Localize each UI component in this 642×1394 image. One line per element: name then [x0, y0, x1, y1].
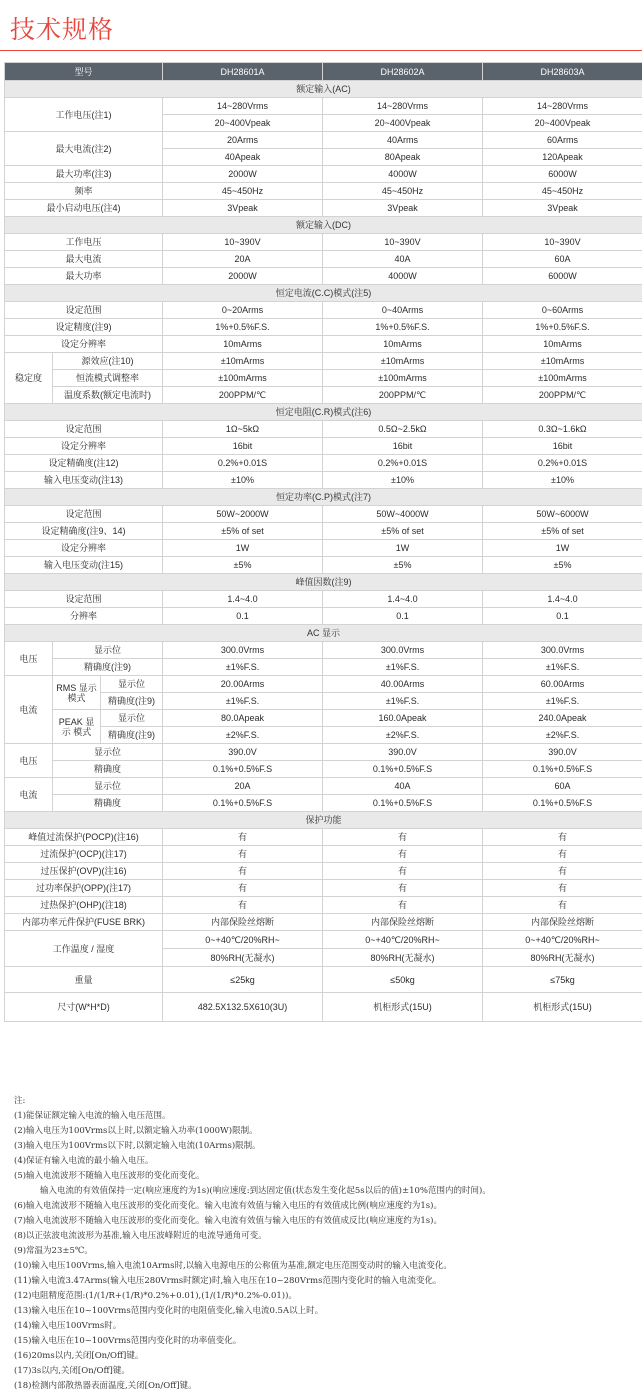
cell: 0.2%+0.01S: [483, 455, 642, 472]
table-row: [5, 540, 642, 557]
cell: 有: [323, 846, 483, 863]
table-row: [5, 472, 642, 489]
table-row: [5, 863, 642, 880]
table-row: [5, 183, 642, 200]
row-label: 设定精确度(注9、14): [5, 523, 163, 540]
header-model-1: DH28601A: [163, 63, 323, 81]
cell: 50W~6000W: [483, 506, 642, 523]
cell: 200PPM/℃: [163, 387, 323, 404]
table-row: [5, 710, 642, 727]
cell: 20~400Vpeak: [163, 115, 323, 132]
table-row: [5, 778, 642, 795]
cell: 20~400Vpeak: [323, 115, 483, 132]
cell: ±2%F.S.: [323, 727, 483, 744]
cell: 482.5X132.5X610(3U): [163, 993, 323, 1022]
cell: 60.00Arms: [483, 676, 642, 693]
cell: 45~450Hz: [483, 183, 642, 200]
row-label: 分辨率: [5, 608, 163, 625]
cell: 机柜形式(15U): [483, 993, 642, 1022]
notes-section: [14, 1094, 634, 1394]
table-row: [5, 523, 642, 540]
note-item: (14)输入电压100Vrms时。: [14, 1321, 122, 1331]
row-label: 最大电流: [5, 251, 163, 268]
group-label: 电流: [5, 778, 53, 812]
cell: ≤50kg: [323, 967, 483, 993]
section-ac-input: 额定输入(AC): [5, 81, 642, 98]
section-row: [5, 404, 642, 421]
section-cp-mode: 恒定功率(C.P)模式(注7): [5, 489, 642, 506]
note-item: (13)输入电压在10~100Vrms范围内变化时的电阻值变化,输入电流0.5A以上时。: [14, 1306, 324, 1316]
cell: 0.1: [483, 608, 642, 625]
cell: 有: [163, 846, 323, 863]
table-row: [5, 993, 642, 1022]
cell: 390.0V: [323, 744, 483, 761]
cell: 1W: [163, 540, 323, 557]
cell: 内部保险丝熔断: [483, 914, 642, 931]
cell: 200PPM/℃: [323, 387, 483, 404]
cell: 10mArms: [323, 336, 483, 353]
table-row: [5, 370, 642, 387]
cell: 16bit: [163, 438, 323, 455]
cell: 有: [323, 863, 483, 880]
cell: ±2%F.S.: [163, 727, 323, 744]
table-header-row: [5, 63, 642, 81]
cell: 0~+40℃/20%RH~: [323, 931, 483, 949]
cell: 60A: [483, 778, 642, 795]
cell: ±10mArms: [323, 353, 483, 370]
table-row: [5, 438, 642, 455]
cell: ±100mArms: [163, 370, 323, 387]
note-item: (7)输入电流波形不随输入电压波形的变化而变化。输入电流有效值与输入电压的有效值成反比(响应速度约为1s)。: [14, 1216, 442, 1226]
cell: 有: [163, 829, 323, 846]
row-label: 过热保护(OHP)(注18): [5, 897, 163, 914]
cell: 0.1%+0.5%F.S: [483, 761, 642, 778]
cell: ±5% of set: [483, 523, 642, 540]
cell: 0~60Arms: [483, 302, 642, 319]
cell: 机柜形式(15U): [323, 993, 483, 1022]
table-row: [5, 251, 642, 268]
cell: 3Vpeak: [483, 200, 642, 217]
row-label: 最大功率(注3): [5, 166, 163, 183]
cell: 16bit: [483, 438, 642, 455]
cell: 0.1%+0.5%F.S: [483, 795, 642, 812]
cell: ±1%F.S.: [323, 693, 483, 710]
cell: 50W~2000W: [163, 506, 323, 523]
cell: 0~40Arms: [323, 302, 483, 319]
table-row: [5, 591, 642, 608]
group-label: 稳定度: [5, 353, 53, 404]
cell: 有: [323, 829, 483, 846]
row-label: 设定范围: [5, 302, 163, 319]
row-label: 频率: [5, 183, 163, 200]
cell: 0.2%+0.01S: [323, 455, 483, 472]
cell: 1.4~4.0: [163, 591, 323, 608]
cell: 0.3Ω~1.6kΩ: [483, 421, 642, 438]
row-label: 设定范围: [5, 591, 163, 608]
cell: 3Vpeak: [163, 200, 323, 217]
cell: 20~400Vpeak: [483, 115, 642, 132]
section-row: [5, 625, 642, 642]
cell: 0.1%+0.5%F.S: [163, 761, 323, 778]
table-row: [5, 914, 642, 931]
cell: 有: [483, 846, 642, 863]
table-row: [5, 98, 642, 115]
cell: 390.0V: [163, 744, 323, 761]
cell: ≤75kg: [483, 967, 642, 993]
row-label: 显示位: [101, 710, 163, 727]
cell: ±1%F.S.: [163, 693, 323, 710]
title-divider: [0, 50, 642, 51]
note-item: (18)检测内部散热器表面温度,关闭[On/Off]键。: [14, 1381, 197, 1391]
cell: 20.00Arms: [163, 676, 323, 693]
note-item: (6)输入电流波形不随输入电压波形的变化而变化。输入电流有效值与输入电压的有效值成比例(响应速度约为1s)。: [14, 1201, 442, 1211]
cell: 390.0V: [483, 744, 642, 761]
table-row: [5, 132, 642, 149]
cell: ±1%F.S.: [483, 693, 642, 710]
cell: 有: [483, 897, 642, 914]
row-label: 设定分辨率: [5, 438, 163, 455]
notes-heading: 注:: [14, 1096, 26, 1106]
table-row: [5, 676, 642, 693]
cell: ≤25kg: [163, 967, 323, 993]
row-label: 恒流模式调整率: [53, 370, 163, 387]
section-row: [5, 812, 642, 829]
row-label: 设定精度(注9): [5, 319, 163, 336]
mode-label: RMS 显示 模式: [53, 676, 101, 710]
cell: 1.4~4.0: [483, 591, 642, 608]
cell: 300.0Vrms: [163, 642, 323, 659]
table-row: [5, 353, 642, 370]
row-label: 设定精确度(注12): [5, 455, 163, 472]
cell: 45~450Hz: [163, 183, 323, 200]
table-row: [5, 642, 642, 659]
cell: 80%RH(无凝水): [163, 949, 323, 967]
row-label: 显示位: [101, 676, 163, 693]
row-label: 输入电压变动(注13): [5, 472, 163, 489]
header-model-2: DH28602A: [323, 63, 483, 81]
row-label: 最大功率: [5, 268, 163, 285]
cell: 内部保险丝熔断: [163, 914, 323, 931]
table-row: [5, 608, 642, 625]
cell: ±10%: [483, 472, 642, 489]
note-item: 输入电流的有效值保持一定(响应速度约为1s)(响应速度:到达固定值(状态发生变化起5s以后的值)±10%范围内的时间)。: [40, 1186, 491, 1196]
note-item: (17)3s以内,关闭[On/Off]键。: [14, 1366, 130, 1376]
row-label: 精确度: [53, 761, 163, 778]
note-item: (1)能保证额定输入电流的输入电压范围。: [14, 1111, 171, 1121]
cell: 10~390V: [323, 234, 483, 251]
cell: 16bit: [323, 438, 483, 455]
row-label: 工作温度 / 湿度: [5, 931, 163, 967]
table-row: [5, 693, 642, 710]
row-label: 工作电压(注1): [5, 98, 163, 132]
cell: 10mArms: [163, 336, 323, 353]
cell: 有: [163, 897, 323, 914]
row-label: 显示位: [53, 642, 163, 659]
cell: 0.1%+0.5%F.S: [163, 795, 323, 812]
group-label: 电压: [5, 642, 53, 676]
cell: 14~280Vrms: [323, 98, 483, 115]
cell: 60Arms: [483, 132, 642, 149]
row-label: 精确度(注9): [53, 659, 163, 676]
table-row: [5, 302, 642, 319]
cell: 0.1: [163, 608, 323, 625]
row-label: 温度系数(额定电流时): [53, 387, 163, 404]
cell: ±100mArms: [323, 370, 483, 387]
table-row: [5, 506, 642, 523]
group-label: 电流: [5, 676, 53, 744]
cell: 有: [483, 829, 642, 846]
cell: 10mArms: [483, 336, 642, 353]
cell: 内部保险丝熔断: [323, 914, 483, 931]
cell: 1%+0.5%F.S.: [323, 319, 483, 336]
table-row: [5, 166, 642, 183]
note-item: (10)输入电压100Vrms,输入电流10Arms时,以输入电源电压的公称值为基准,额定电压范围变动时的输入电流变化。: [14, 1261, 452, 1271]
cell: 14~280Vrms: [483, 98, 642, 115]
row-label: 设定范围: [5, 421, 163, 438]
row-label: 最大电流(注2): [5, 132, 163, 166]
note-item: (15)输入电压在10~100Vrms范围内变化时的功率值变化。: [14, 1336, 242, 1346]
row-label: 过功率保护(OPP)(注17): [5, 880, 163, 897]
cell: 240.0Apeak: [483, 710, 642, 727]
table-row: [5, 795, 642, 812]
row-label: 精确度: [53, 795, 163, 812]
table-row: [5, 897, 642, 914]
cell: 3Vpeak: [323, 200, 483, 217]
table-row: [5, 967, 642, 993]
cell: 有: [163, 880, 323, 897]
cell: 0~+40℃/20%RH~: [163, 931, 323, 949]
section-crest-factor: 峰值因数(注9): [5, 574, 642, 591]
table-row: [5, 268, 642, 285]
cell: 20A: [163, 251, 323, 268]
note-item: (9)常温为23±5℃。: [14, 1246, 93, 1256]
cell: 40Arms: [323, 132, 483, 149]
cell: ±2%F.S.: [483, 727, 642, 744]
table-row: [5, 557, 642, 574]
section-dc-input: 额定输入(DC): [5, 217, 642, 234]
page-title: 技术规格: [10, 16, 115, 44]
table-row: [5, 421, 642, 438]
section-protection: 保护功能: [5, 812, 642, 829]
cell: ±5% of set: [163, 523, 323, 540]
row-label: 精确度(注9): [101, 727, 163, 744]
cell: ±10%: [163, 472, 323, 489]
table-row: [5, 829, 642, 846]
group-label: 电压: [5, 744, 53, 778]
row-label: 输入电压变动(注15): [5, 557, 163, 574]
mode-label: PEAK 显示 模式: [53, 710, 101, 744]
cell: 1Ω~5kΩ: [163, 421, 323, 438]
cell: ±5%: [483, 557, 642, 574]
cell: 60A: [483, 251, 642, 268]
row-label: 工作电压: [5, 234, 163, 251]
table-row: [5, 761, 642, 778]
cell: ±10%: [323, 472, 483, 489]
cell: 0.5Ω~2.5kΩ: [323, 421, 483, 438]
section-cc-mode: 恒定电流(C.C)模式(注5): [5, 285, 642, 302]
cell: 80.0Apeak: [163, 710, 323, 727]
cell: 1.4~4.0: [323, 591, 483, 608]
row-label: 设定分辨率: [5, 336, 163, 353]
cell: 40Apeak: [163, 149, 323, 166]
row-label: 最小启动电压(注4): [5, 200, 163, 217]
cell: 1W: [323, 540, 483, 557]
section-row: [5, 285, 642, 302]
cell: 45~450Hz: [323, 183, 483, 200]
header-model: 型号: [5, 63, 163, 81]
table-row: [5, 931, 642, 949]
cell: ±10mArms: [483, 353, 642, 370]
table-row: [5, 659, 642, 676]
row-label: 过流保护(OCP)(注17): [5, 846, 163, 863]
row-label: 显示位: [53, 778, 163, 795]
note-item: (8)以正弦波电流波形为基准,输入电压波峰附近的电流导通角可变。: [14, 1231, 267, 1241]
cell: 40A: [323, 778, 483, 795]
table-row: [5, 455, 642, 472]
section-row: [5, 574, 642, 591]
cell: 1%+0.5%F.S.: [483, 319, 642, 336]
cell: 80Apeak: [323, 149, 483, 166]
cell: 10~390V: [163, 234, 323, 251]
cell: ±1%F.S.: [323, 659, 483, 676]
cell: 200PPM/℃: [483, 387, 642, 404]
note-item: (3)输入电压为100Vrms以下时,以额定输入电流(10Arms)限制。: [14, 1141, 261, 1151]
header-model-3: DH28603A: [483, 63, 642, 81]
table-row: [5, 200, 642, 217]
section-ac-display: AC 显示: [5, 625, 642, 642]
cell: 0.1%+0.5%F.S: [323, 761, 483, 778]
cell: 2000W: [163, 166, 323, 183]
row-label: 设定范围: [5, 506, 163, 523]
table-row: [5, 319, 642, 336]
table-row: [5, 387, 642, 404]
cell: 80%RH(无凝水): [323, 949, 483, 967]
table-row: [5, 846, 642, 863]
cell: 1W: [483, 540, 642, 557]
cell: 50W~4000W: [323, 506, 483, 523]
cell: 20A: [163, 778, 323, 795]
cell: 0.1%+0.5%F.S: [323, 795, 483, 812]
row-label: 设定分辨率: [5, 540, 163, 557]
cell: 有: [323, 880, 483, 897]
section-row: [5, 217, 642, 234]
table-row: [5, 727, 642, 744]
cell: 0~20Arms: [163, 302, 323, 319]
cell: 有: [483, 880, 642, 897]
table-row: [5, 234, 642, 251]
cell: 有: [163, 863, 323, 880]
cell: ±5% of set: [323, 523, 483, 540]
cell: 2000W: [163, 268, 323, 285]
cell: 10~390V: [483, 234, 642, 251]
note-item: (11)输入电流3.47Arms(输入电压280Vrms时额定)时,输入电压在10~280Vrms范围内变化时的输入电流变化。: [14, 1276, 442, 1286]
cell: 4000W: [323, 166, 483, 183]
table-row: [5, 744, 642, 761]
cell: 6000W: [483, 268, 642, 285]
cell: 160.0Apeak: [323, 710, 483, 727]
row-label: 内部功率元件保护(FUSE BRK): [5, 914, 163, 931]
cell: 80%RH(无凝水): [483, 949, 642, 967]
cell: ±1%F.S.: [483, 659, 642, 676]
cell: 300.0Vrms: [483, 642, 642, 659]
cell: 120Apeak: [483, 149, 642, 166]
cell: 40.00Arms: [323, 676, 483, 693]
row-label: 尺寸(W*H*D): [5, 993, 163, 1022]
row-label: 精确度(注9): [101, 693, 163, 710]
cell: 0.1: [323, 608, 483, 625]
cell: ±5%: [163, 557, 323, 574]
cell: 1%+0.5%F.S.: [163, 319, 323, 336]
cell: 14~280Vrms: [163, 98, 323, 115]
spec-table: [4, 62, 642, 1022]
row-label: 峰值过流保护(POCP)(注16): [5, 829, 163, 846]
row-label: 显示位: [53, 744, 163, 761]
cell: ±10mArms: [163, 353, 323, 370]
section-row: [5, 489, 642, 506]
cell: 40A: [323, 251, 483, 268]
table-row: [5, 880, 642, 897]
note-item: (12)电阻精度范围:(1/(1/R+(1/R)*0.2%+0.01),(1/(1/R)*0.2%-0.01))。: [14, 1291, 297, 1301]
cell: 20Arms: [163, 132, 323, 149]
cell: 4000W: [323, 268, 483, 285]
note-item: (4)保证有输入电流的最小输入电压。: [14, 1156, 154, 1166]
section-row: [5, 81, 642, 98]
cell: 0.2%+0.01S: [163, 455, 323, 472]
note-item: (2)输入电压为100Vrms以上时,以额定输入功率(1000W)限制。: [14, 1126, 258, 1136]
cell: ±1%F.S.: [163, 659, 323, 676]
cell: ±5%: [323, 557, 483, 574]
row-label: 源效应(注10): [53, 353, 163, 370]
cell: 300.0Vrms: [323, 642, 483, 659]
cell: 6000W: [483, 166, 642, 183]
cell: 有: [323, 897, 483, 914]
section-cr-mode: 恒定电阻(C.R)模式(注6): [5, 404, 642, 421]
row-label: 过压保护(OVP)(注16): [5, 863, 163, 880]
cell: 0~+40℃/20%RH~: [483, 931, 642, 949]
table-row: [5, 336, 642, 353]
note-item: (16)20ms以内,关闭[On/Off]键。: [14, 1351, 144, 1361]
row-label: 重量: [5, 967, 163, 993]
cell: ±100mArms: [483, 370, 642, 387]
cell: 有: [483, 863, 642, 880]
note-item: (5)输入电流波形不随输入电压波形的变化而变化。: [14, 1171, 205, 1181]
